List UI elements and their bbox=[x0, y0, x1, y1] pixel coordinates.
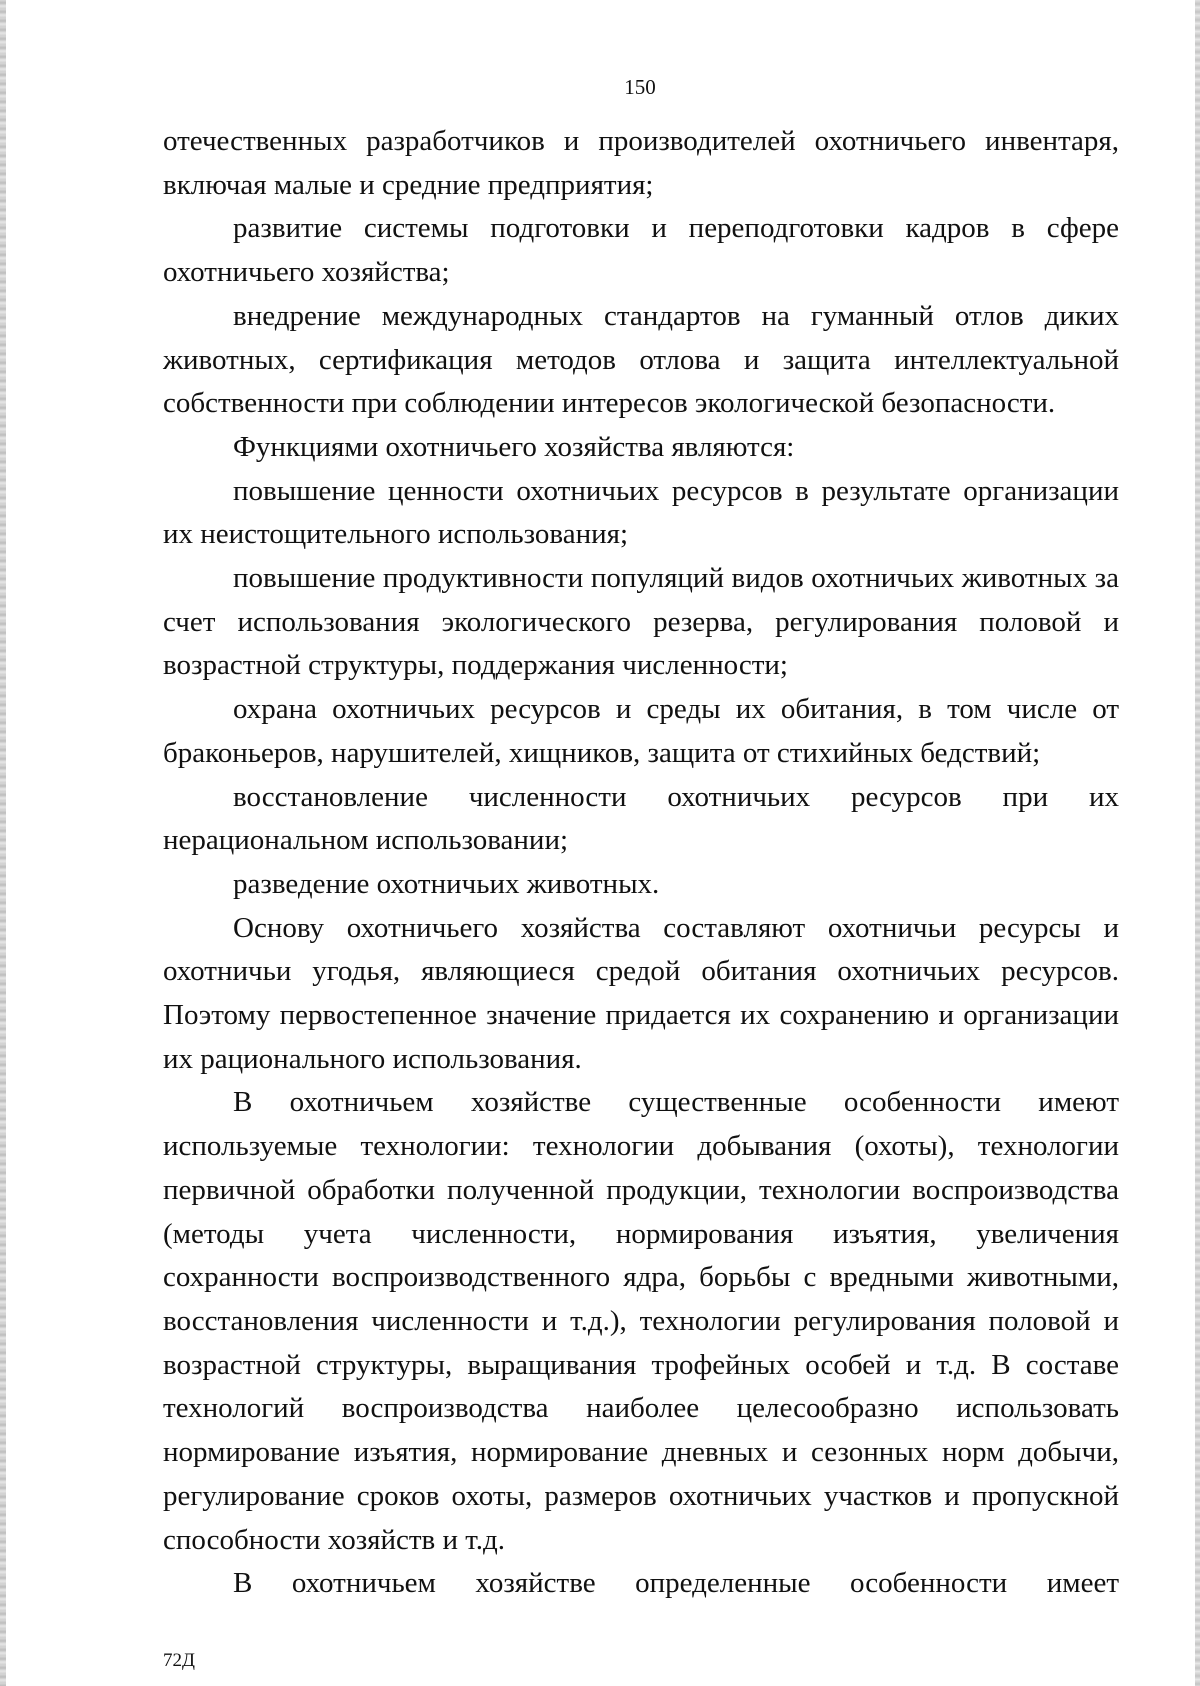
scan-right-edge bbox=[1195, 0, 1200, 1686]
footer-code: 72Д bbox=[163, 1650, 195, 1671]
scan-left-edge bbox=[0, 0, 6, 1686]
document-body bbox=[163, 120, 1119, 1606]
paragraph-restoration: восстановление численности охотничьих ресурсов при их нерациональном использовании; bbox=[163, 780, 1119, 857]
paragraph-productivity: повышение продуктивности популяций видов охотничьих животных за счет использования экологического резерва, регулирования половой и возрастной структуры, поддержания численности; bbox=[163, 562, 1119, 682]
paragraph-continuation: отечественных разработчиков и производителей охотничьего инвентаря, включая малые и средние предприятия; bbox=[163, 125, 1119, 201]
paragraph-technologies: В охотничьем хозяйстве существенные особенности имеют используемые технологии: технологии добывания (охоты), технологии первичной обработки полученной продукции, технологии воспроизводства (методы учета численности, нормирования изъятия, увеличения сохранности воспроизводственного ядра, борьбы с вредными животными, восстановления численности и т.д.), технологии регулирования половой и возрастной структуры, выращивания трофейных особей и т.д. В составе технологий воспроизводства наиболее целесообразно использовать нормирование изъятия, нормирование дневных и сезонных норм добычи, регулирование сроков охоты, размеров охотничьих участков и пропускной способности хозяйств и т.д. bbox=[163, 1086, 1119, 1556]
page-number: 150 bbox=[624, 75, 656, 99]
paragraph-breeding: разведение охотничьих животных. bbox=[233, 867, 660, 900]
paragraph-functions-heading: Функциями охотничьего хозяйства являются: bbox=[233, 430, 795, 463]
paragraph-protection: охрана охотничьих ресурсов и среды их обитания, в том числе от браконьеров, нарушителей, хищников, защита от стихийных бедствий; bbox=[163, 693, 1119, 769]
paragraph-basis: Основу охотничьего хозяйства составляют охотничьи ресурсы и охотничьи угодья, являющиеся средой обитания охотничьих ресурсов. Поэтому первостепенное значение придается их сохранению и организации их рационального использования. bbox=[163, 911, 1119, 1075]
paragraph-value-increase: повышение ценности охотничьих ресурсов в результате организации их неистощительного использования; bbox=[163, 474, 1119, 551]
paragraph-features: В охотничьем хозяйстве определенные особенности имеет bbox=[233, 1567, 1119, 1600]
paragraph-standards: внедрение международных стандартов на гуманный отлов диких животных, сертификация методов отлова и защита интеллектуальной собственности при соблюдении интересов экологической безопасности. bbox=[163, 299, 1119, 420]
paragraph-training: развитие системы подготовки и переподготовки кадров в сфере охотничьего хозяйства; bbox=[163, 212, 1119, 289]
